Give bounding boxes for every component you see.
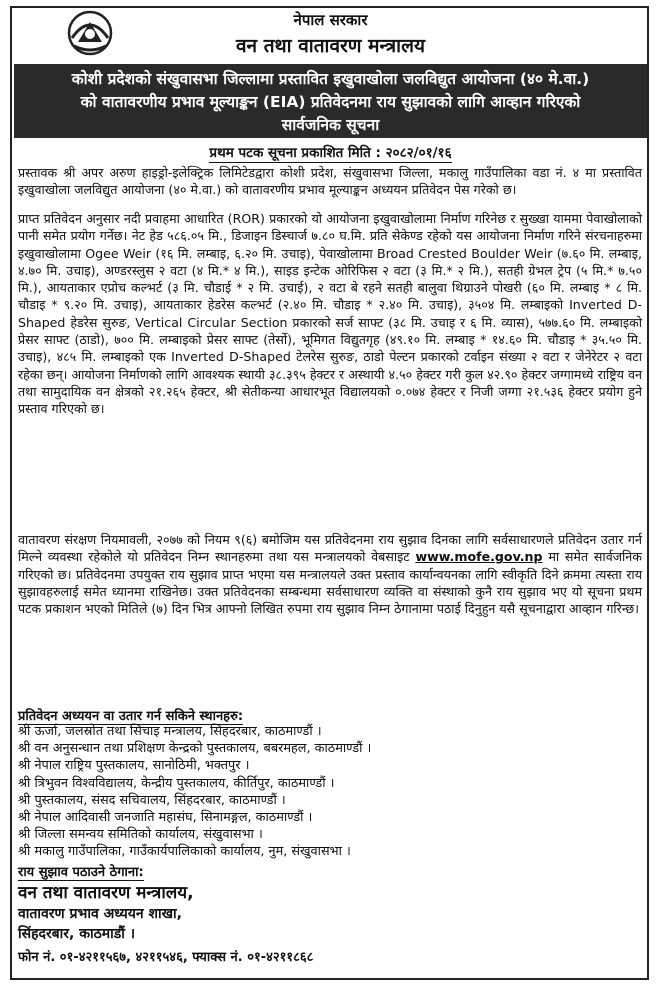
location-item: श्री मकालु गाउँपालिका, गाउँकार्यपालिकाको कार्यालय, नुम, संखुवासभा । [18, 844, 351, 860]
location-item: श्री पुस्तकालय, संसद सचिवालय, सिंहदरबार, काठमाण्डौं । [18, 792, 286, 808]
publication-date-text: प्रथम पटक सूचना प्रकाशित मिति : २०८२/०१/१६ [209, 145, 452, 161]
location-item: श्री त्रिभुवन विश्वविद्यालय, केन्द्रीय पुस्तकालय, कीर्तिपुर, काठमाण्डौं । [18, 775, 335, 791]
address-ministry: वन तथा वातावरण मन्त्रालय, [18, 883, 194, 903]
notice-title-line-3: सार्वजनिक सूचना [281, 116, 380, 134]
address-place: सिंहदरबार, काठमाडौं । [18, 926, 136, 942]
address-branch: वातावरण प्रभाव अध्ययन शाखा, [18, 906, 182, 922]
notice-title-line-1: कोशी प्रदेशको संखुवासभा जिल्लामा प्रस्तावित इखुवाखोला जलविद्युत आयोजना (४० मे.वा.) [71, 70, 590, 88]
paragraph-project-details: प्राप्त प्रतिवेदन अनुसार नदी प्रवाहमा आधारित (ROR) प्रकारको यो आयोजना इखुवाखोलामा निर्माण गरिनेछ र सुख्खा याममा पेवाखोलाको पानी समेत प्रयोग गर्नेछ। नेट हेड ५८६.०५ मि., डिजाइन डिस्चार्ज ७.८० घ.मि. प्रति सेकेण्ड रहेको यस आयोजना निर्माण गरिने संरचनाहरुमा इखुवाखोलामा Ogee Weir (१६ मि. लम्बाइ, ६.२० मि. उचाइ), पेवाखोलामा Broad Crested Boulder Weir (७.६० मि. लम्बाइ, ४.७० मि. उचाइ), अण्डरस्लुस २ वटा (४ मि.* ४ मि.), साइड इन्टेक ओरिफिस २ वटा (३ मि.* २ मि.), सतही ग्रेभल ट्रेप (५ मि.* ७.५० मि.), आयताकार एप्रोच कल्भर्ट (३ मि. चौडाई * २ मि. उचाई), २ वटा बे रहने सतही बालुवा थिग्राउने पोखरी (६० मि. लम्बाइ * ८ मि. चौडाइ * ९.२० मि. उचाइ), आयताकार हेडरेस कल्भर्ट (२.४० मि. चौडाइ * २.४० मि. उचाइ), ३५०४ मि. लम्बाइको Inverted D-Shaped हेडरेस सुरुङ, Vertical Circular Section प्रकारको सर्ज साफ्ट (३८ मि. उचाइ र ६ मि. व्यास), ५७७.६० मि. लम्बाइको प्रेसर साफ्ट (ठाडो), ७०० मि. लम्बाइको प्रेसर साफ्ट (तेर्सो), भूमिगत विद्युतगृह (४९.१० मि. लम्बाइ * १४.६० मि. चौडाइ * ३५.५० मि. उचाइ), ४८५ मि. लम्बाइको एक Inverted D-Shaped टेलरेस सुरुङ, ठाडो पेल्टन प्रकारको टर्वाइन संख्या २ वटा र जेनेरेटर २ वटा रहेका छन्। आयोजना निर्माणको लागि आवश्यक स्थायी ३८.३९५ हेक्टर र अस्थायी ४.५० हेक्टर गरी कुल ४२.९० हेक्टर जग्गामध्ये राष्ट्रिय वन तथा सामुदायिक वन क्षेत्रको २१.२६५ हेक्टर, श्री सेतीकन्या आधारभूत विद्यालयको ०.०७४ हेक्टर र निजी जग्गा २१.५३६ हेक्टर प्रयोग हुने प्रस्ताव गरिएको छ। [18, 211, 642, 417]
contact-phone-fax: फोन नं. ०१-४२११५६७, ४२११५४६, फ्याक्स नं. ०१-४२११८६८ [18, 950, 314, 965]
paragraph-public-comment-end: मा समेत सार्वजनिक गरिएको छ। प्रतिवेदनमा उपयुक्त राय सुझाव प्राप्त भएमा यस मन्त्रालयले उक्त प्रस्ताव कार्यान्वयनका लागि स्वीकृति दिने क्रममा त्यस्ता राय सुझावहरुलाई समेत ध्यानमा राखिनेछ। उक्त प्रतिवेदनका सम्बन्धमा सर्वसाधारण व्यक्ति वा संस्थाको कुनै राय सुझाव भए यो सूचना प्रथम पटक प्रकाशन भएको मितिले (७) दिन भित्र आफ्नो लिखित रुपमा राय सुझाव निम्न ठेगानामा पठाई दिनुहुन यसै सूचनाद्वारा आव्हान गरिन्छ। [18, 549, 642, 617]
government-label: नेपाल सरकार [293, 11, 368, 29]
notice-title [14, 64, 647, 138]
notice-header [12, 6, 649, 62]
locations-heading-text: प्रतिवेदन अध्ययन वा उतार गर्न सकिने स्थानहरु: [18, 709, 244, 724]
location-item: श्री नेपाल आदिवासी जनजाति महासंघ, सिनामङ्गल, काठमाण्डौं । [18, 810, 313, 826]
paragraph-public-comment-start: वातावरण संरक्षण नियमावली, २०७७ को नियम ९(६) बमोजिम यस प्रतिवेदनमा राय सुझाव दिनका लागि सर्वसाधारणले प्रतिवेदन उतार गर्न मिल्ने व्यवस्था रहेकोले यो प्रतिवेदन निम्न स्थानहरुमा तथा यस मन्त्रालयको वेबसाइट [18, 532, 642, 565]
paragraph-proponent: प्रस्तावक श्री अपर अरुण हाइड्रो-इलेक्ट्रिक लिमिटेडद्वारा कोशी प्रदेश, संखुवासभा जिल्ला, मकालु गाउँपालिका वडा नं. ४ मा प्रस्तावित इखुवाखोला जलविद्युत आयोजना (४० मे.वा.) को वातावरणीय प्रभाव मूल्याङ्कन अध्ययन प्रतिवेदन पेस गरेको छ। [18, 165, 642, 198]
address-heading [18, 862, 144, 880]
ministry-title: वन तथा वातावरण मन्त्रालय [235, 35, 425, 57]
location-item: श्री ऊर्जा, जलस्रोत तथा सिंचाइ मन्त्रालय, सिंहदरबार, काठमाण्डौं । [18, 724, 322, 739]
publication-date [0, 143, 661, 161]
location-item: श्री जिल्ला समन्वय समितिको कार्यालय, संखुवासभा । [18, 827, 263, 843]
ministry-website-link[interactable]: www.mofe.gov.np [415, 549, 543, 565]
locations-heading [18, 706, 243, 724]
location-item: श्री नेपाल राष्ट्रिय पुस्तकालय, सानोठिमी, भक्तपुर । [18, 758, 250, 774]
location-item: श्री वन अनुसन्धान तथा प्रशिक्षण केन्द्रको पुस्तकालय, बबरमहल, काठमाण्डौं । [18, 741, 372, 757]
paragraph-public-comment [18, 531, 642, 617]
notice-title-line-2: को वातावरणीय प्रभाव मूल्याङ्कन (EIA) प्रतिवेदनमा राय सुझावको लागि आव्हान गरिएको [80, 93, 581, 111]
address-heading-text: राय सुझाव पठाउने ठेगाना: [18, 865, 144, 880]
locations-list [18, 723, 642, 861]
